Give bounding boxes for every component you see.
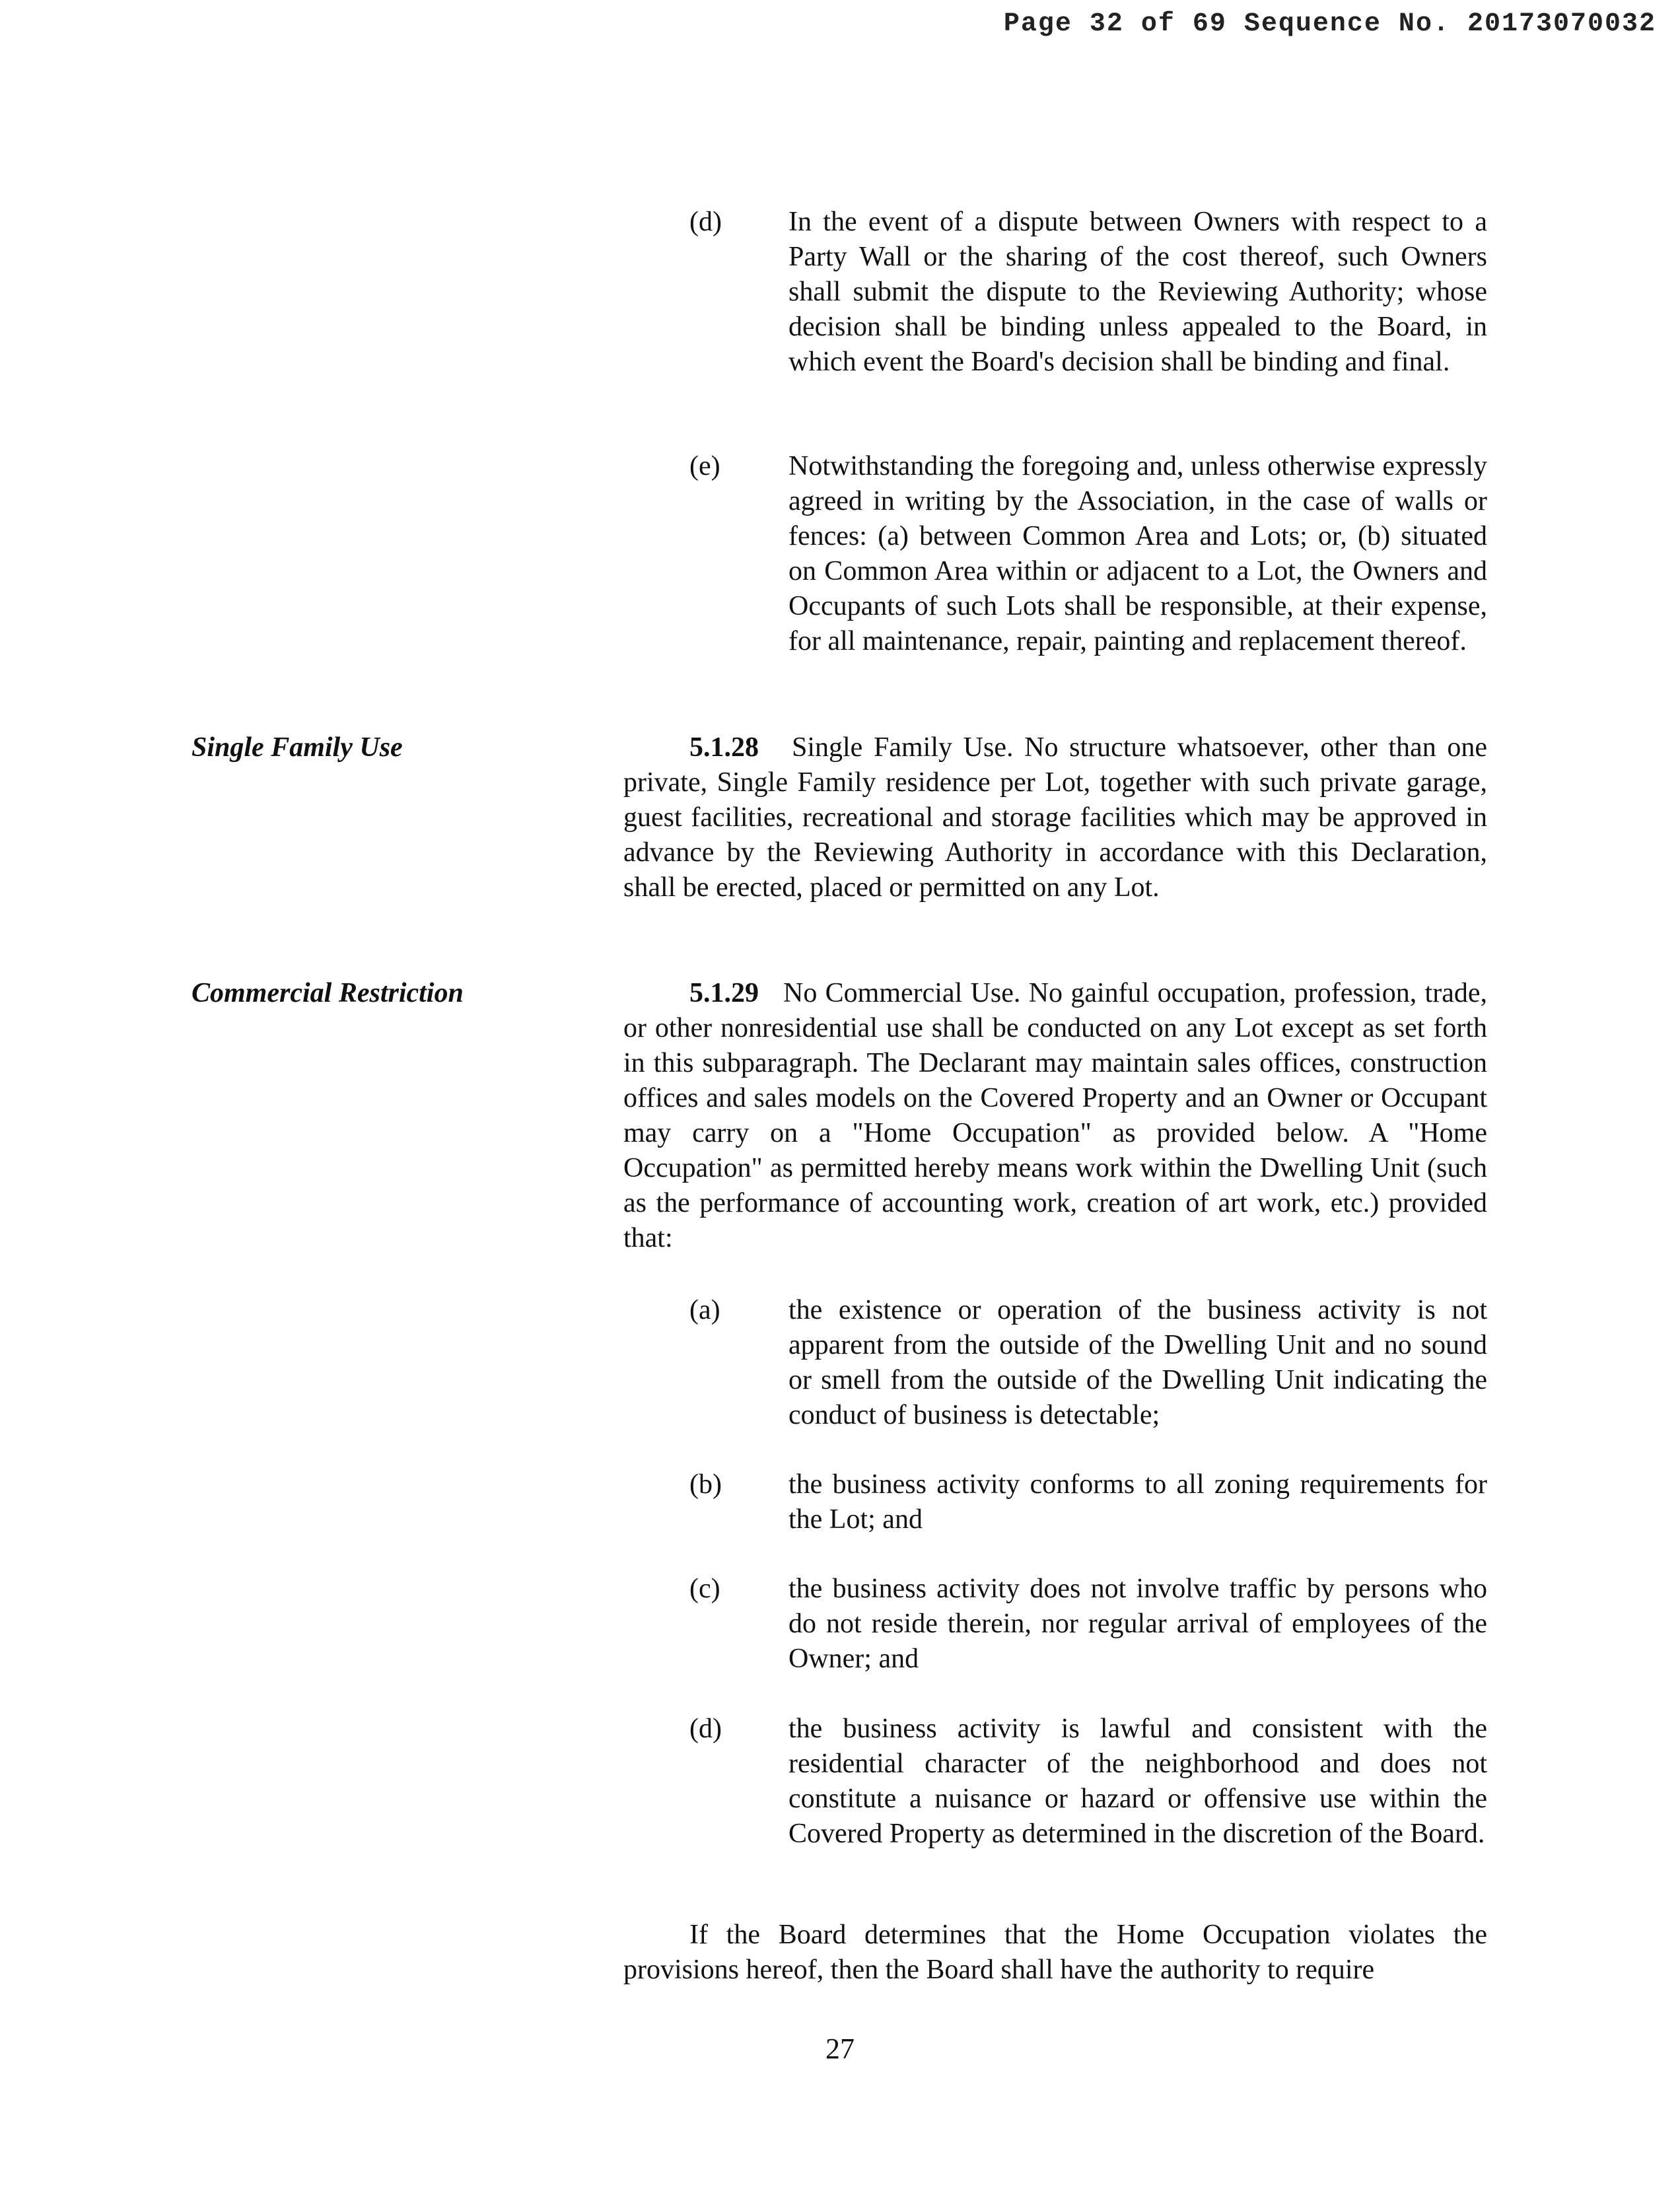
item-letter: (d)	[689, 207, 722, 237]
item-text: the business activity does not involve traffic by persons who do not reside therein, nor regular arrival of employees of the Owner; and	[788, 1574, 1487, 1674]
item-letter: (a)	[689, 1295, 720, 1325]
section-text: No Commercial Use. No gainful occupation, profession, trade, or other nonresidential use shall be conducted on any Lot except as set forth in this subparagraph. The Declarant may maintain sales offices, construction offices and sales models on the Covered Property and an Owner or Occupant may carry on a "Home Occupation" as provided below. A "Home Occupation" as permitted hereby means work within the Dwelling Unit (such as the performance of accounting work, creation of art work, etc.) provided that:	[623, 978, 1487, 1253]
margin-heading-commercial-restriction: Commercial Restriction	[192, 978, 464, 1008]
document-stamp-header: Page 32 of 69 Sequence No. 20173070032	[1003, 9, 1656, 39]
section-5-1-29	[623, 976, 1487, 1256]
item-text: the existence or operation of the business activity is not apparent from the outside of the Dwelling Unit and no sound or smell from the outside of the Dwelling Unit indicating the conduct of business is detectable;	[788, 1295, 1487, 1430]
item-text: Notwithstanding the foregoing and, unless otherwise expressly agreed in writing by the Association, in the case of walls or fences: (a) between Common Area and Lots; or, (b) situated on Common Area within or adjacent to a Lot, the Owners and Occupants of such Lots shall be responsible, at their expense, for all maintenance, repair, painting and replacement thereof.	[788, 451, 1487, 656]
section-number: 5.1.28	[689, 732, 759, 763]
item-letter: (c)	[689, 1574, 720, 1604]
section-text: Single Family Use. No structure whatsoever, other than one private, Single Family residence per Lot, together with such private garage, guest facilities, recreational and storage facilities which may be approved in advance by the Reviewing Authority in accordance with this Declaration, shall be erected, placed or permitted on any Lot.	[623, 732, 1488, 903]
margin-heading-single-family-use: Single Family Use	[192, 732, 403, 763]
section-number: 5.1.29	[689, 978, 759, 1008]
section-5-1-28	[623, 730, 1487, 905]
item-letter: (e)	[689, 451, 720, 481]
closing-paragraph: If the Board determines that the Home Occupation violates the provisions hereof, then the Board shall have the authority to require	[623, 1920, 1487, 1985]
item-text: the business activity is lawful and consistent with the residential character of the neighborhood and does not constitute a nuisance or hazard or offensive use within the Covered Property as determined in the discretion of the Board.	[788, 1714, 1487, 1849]
item-letter: (b)	[689, 1469, 722, 1500]
page-number: 27	[825, 2033, 855, 2065]
item-letter: (d)	[689, 1714, 722, 1744]
item-text: the business activity conforms to all zoning requirements for the Lot; and	[788, 1469, 1487, 1535]
item-text: In the event of a dispute between Owners with respect to a Party Wall or the sharing of the cost thereof, such Owners shall submit the dispute to the Reviewing Authority; whose decision shall be binding unless appealed to the Board, in which event the Board's decision shall be binding and final.	[788, 207, 1487, 377]
